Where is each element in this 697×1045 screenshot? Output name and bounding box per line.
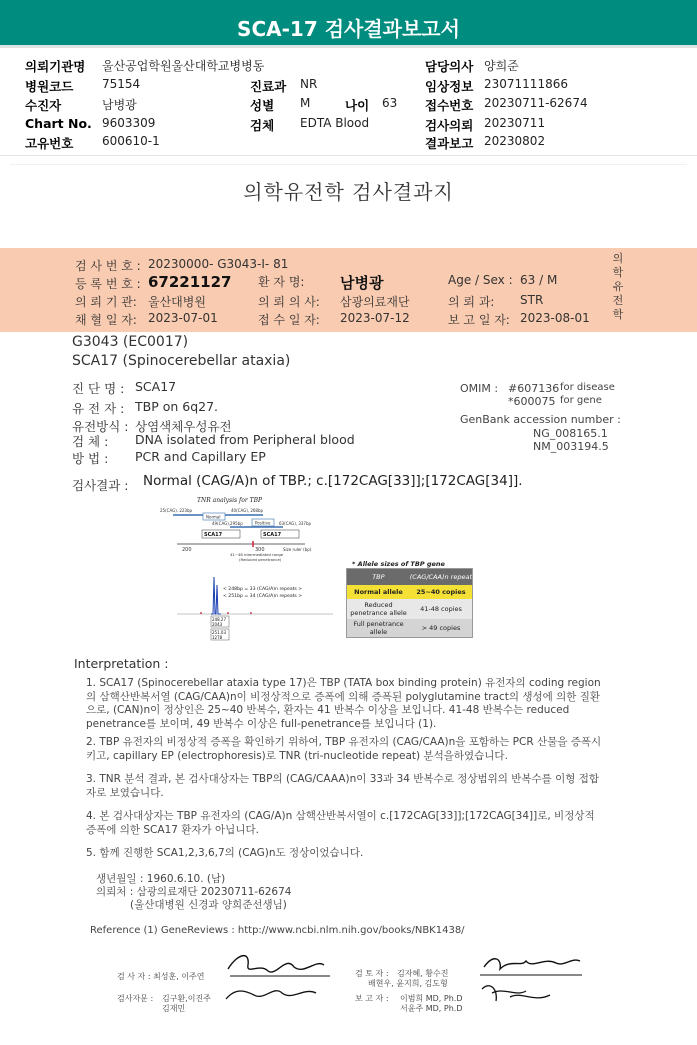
tnr-figure xyxy=(155,493,355,648)
reg-no-value: 67221127 xyxy=(148,273,232,291)
frag-mid2-label: 63(CAG), 337bp xyxy=(279,521,312,526)
reg-no-label: 등 록 번 호 : xyxy=(75,277,141,291)
header-value: 23071111866 xyxy=(484,77,568,91)
report-title xyxy=(0,0,697,48)
info-label: 검 체 : xyxy=(72,434,109,449)
positive-box-text: Positive xyxy=(255,520,271,526)
header-value: 울산공업학원울산대학교병병동 xyxy=(102,59,265,73)
peak-size: 251.03 xyxy=(212,630,226,635)
reporter-label: 보 고 자 : xyxy=(355,994,389,1003)
info-value: TBP on 6q27. xyxy=(135,399,219,414)
interpretation-title: Interpretation : xyxy=(74,656,169,671)
advisor-2: 김재민 xyxy=(162,1004,186,1013)
doctor-value: 삼광의료재단 xyxy=(340,295,410,309)
header-label: 검체 xyxy=(250,118,275,133)
header-label: 결과보고 xyxy=(425,136,474,151)
peak-height: 1278 xyxy=(212,635,223,640)
ruler-tick: 200 xyxy=(182,547,192,553)
ruler-label: Size ruler (bp) xyxy=(283,547,312,552)
allele-table-header xyxy=(347,569,472,585)
advisor-label: 검사자문 : xyxy=(117,994,154,1003)
ruler-tick: 300 xyxy=(255,547,265,553)
frag-right-label: 40(CAG), 268bp xyxy=(231,508,264,513)
header-value: 75154 xyxy=(102,77,141,91)
sca-box-a-text: SCA17 xyxy=(204,532,223,538)
table-row xyxy=(347,585,472,599)
patient-label: 환 자 명: xyxy=(258,275,305,289)
table-cell: > 49 copies xyxy=(421,624,461,632)
signature-reviewer xyxy=(470,945,590,1015)
interpretation-paragraph: 2. TBP 유전자의 비정상적 증폭을 확인하기 위하여, TBP 유전자의 (CAG/CAA)n을 포함하는 PCR 산물을 증폭시키고, capillary EP (electrophoresis)로 TNR (tri-nucleotide repeat) 분석을하였습니다. xyxy=(86,736,602,762)
omim-disease-text: for disease xyxy=(560,382,615,393)
interpretation-paragraph: 4. 본 검사대상자는 TBP 유전자의 (CAG/A)n 삼핵산반복서열이 c.[172CAG[33]];[172CAG[34]]로, 비정상적 증폭에 의한 SCA17 환자가 아닙니다. xyxy=(86,810,595,836)
header-value: 63 xyxy=(382,96,398,110)
sca-box-b-text: SCA17 xyxy=(263,532,282,538)
reviewer-2: 배현우, 윤지희, 김도형 xyxy=(368,979,448,988)
header-value: 20230802 xyxy=(484,134,546,148)
table-cell: Normal allele xyxy=(354,588,403,596)
table-cell: 41-48 copies xyxy=(420,605,462,613)
info-value: SCA17 xyxy=(135,379,177,394)
test-code: G3043 (EC0017) xyxy=(72,334,189,350)
header-value: M xyxy=(300,96,311,110)
allele-table-title: * Allele sizes of TBP gene xyxy=(352,560,445,568)
header-label: 진료과 xyxy=(250,79,287,94)
receive-value: 2023-07-12 xyxy=(340,311,410,325)
test-name: SCA17 (Spinocerebellar ataxia) xyxy=(72,353,291,369)
header-value: 20230711 xyxy=(484,116,546,130)
omim-gene-text: for gene xyxy=(560,395,602,406)
frag-left-label: 25(CAG), 223bp xyxy=(160,508,193,513)
repeat-line: < 248bp = 33 (CAG/A)n repeats > xyxy=(223,587,303,592)
header-value: 9603309 xyxy=(102,116,156,130)
collect-value: 2023-07-01 xyxy=(148,311,218,325)
header-label: Chart No. xyxy=(25,116,92,131)
result-value: Normal (CAG/A)n of TBP.; c.[172CAG[33]];[172CAG[34]]. xyxy=(143,473,523,489)
info-value: DNA isolated from Peripheral blood xyxy=(135,432,355,447)
birth-date: 생년월일 : 1960.6.10. (남) xyxy=(96,873,226,885)
header-label: 임상정보 xyxy=(425,79,474,94)
peak-trace xyxy=(211,577,221,614)
patient-value: 남병광 xyxy=(340,274,384,292)
reviewer: 김자혜, 황수진 xyxy=(397,969,449,978)
omim-disease-id: #607136 xyxy=(508,382,560,395)
info-label: 방 법 : xyxy=(72,451,109,466)
header-label: 병원코드 xyxy=(25,79,74,94)
tester: 검 사 자 : 최성훈, 이주연 xyxy=(117,972,205,981)
header-value: 양희준 xyxy=(484,59,519,73)
table-row xyxy=(347,619,472,637)
genbank-id: NG_008165.1 xyxy=(533,427,608,440)
peak-size: 248.27 xyxy=(212,617,226,622)
info-value: 상염색체우성유전 xyxy=(135,419,232,434)
requester: 의뢰처 : 삼광의료재단 20230711-62674 xyxy=(96,886,292,898)
interpretation-paragraph: 1. SCA17 (Spinocerebellar ataxia type 17)은 TBP (TATA box binding protein) 유전자의 coding region 의 삼핵산반복서열 (CAG/CAA)n이 비정상적으로 증폭에 의해 증폭된 polyglutamine tract의 생성에 의한 질환으로, (CAN)n이 정상인은 25~40 반복수, 환자는 41 반복수 이상을 보입니다. 41-48 반복수는 reduced penetrance를 보이며, 49 반복수 이상은 full-penetrance를 보입니다 (1). xyxy=(86,677,601,730)
report-title-text: SCA-17 검사결과보고서 xyxy=(237,17,460,41)
header-label: 성별 xyxy=(250,98,275,113)
exam-no-label: 검 사 번 호 : xyxy=(75,259,141,273)
info-label: 유 전 자 : xyxy=(72,401,125,416)
header-value: 남병광 xyxy=(102,98,137,112)
dept-value: STR xyxy=(520,293,544,307)
reporter-2: 서윤주 MD, Ph.D xyxy=(400,1004,463,1013)
divider xyxy=(0,155,697,156)
interpretation-paragraph: 3. TNR 분석 결과, 본 검사대상자는 TBP의 (CAG/CAAA)n이 33과 34 반복수로 정상범위의 반복수를 이형 접합자로 보였습니다. xyxy=(86,773,600,799)
client-value: 울산대병원 xyxy=(148,295,206,309)
table-cell: Full penetrance allele xyxy=(353,620,404,636)
interpretation-paragraph: 5. 함께 진행한 SCA1,2,3,6,7의 (CAG)n도 정상이었습니다. xyxy=(86,847,364,859)
dept-label: 의 뢰 과: xyxy=(448,295,495,309)
repeat-line: < 251bp = 34 (CAG/A)n repeats > xyxy=(223,594,303,599)
table-header-cell: TBP xyxy=(372,573,385,581)
table-row xyxy=(347,599,472,619)
divider xyxy=(10,164,687,165)
table-cell: 25~40 copies xyxy=(416,588,466,596)
age-sex-label: Age / Sex : xyxy=(448,273,513,287)
age-sex-value: 63 / M xyxy=(520,273,558,287)
normal-box-text: Normal xyxy=(206,514,221,520)
advisor: 김구환,이진주 xyxy=(162,994,211,1003)
report-value: 2023-08-01 xyxy=(520,311,590,325)
header-value: 600610-1 xyxy=(102,134,160,148)
header-value: 20230711-62674 xyxy=(484,96,588,110)
receive-label: 접 수 일 자: xyxy=(258,313,320,327)
allele-table xyxy=(346,568,473,638)
header-label: 접수번호 xyxy=(425,98,474,113)
info-value: PCR and Capillary EP xyxy=(135,449,266,464)
header-label: 검사의뢰 xyxy=(425,118,474,133)
genbank-label: GenBank accession number : xyxy=(460,413,621,426)
exam-no-value: 20230000- G3043-I- 81 xyxy=(148,257,289,271)
header-value: NR xyxy=(300,77,318,91)
table-header-cell: (CAG/CAA)n repeat xyxy=(409,573,472,581)
signature-tester xyxy=(220,945,340,1015)
reviewer-label: 검 토 자 : xyxy=(355,969,389,978)
genbank-id: NM_003194.5 xyxy=(533,440,609,453)
header-label: 나이 xyxy=(345,98,370,113)
header-label: 담당의사 xyxy=(425,59,474,74)
peak-height: 2043 xyxy=(212,622,223,627)
table-cell: Reduced penetrance allele xyxy=(350,601,407,617)
frag-mid-label: 49(CAG),295bp xyxy=(212,521,243,526)
collect-label: 채 혈 일 자: xyxy=(75,313,137,327)
omim-label: OMIM : xyxy=(460,382,499,395)
report-label: 보 고 일 자: xyxy=(448,313,510,327)
info-label: 진 단 명 : xyxy=(72,381,125,396)
reporter: 이범희 MD, Ph.D xyxy=(400,994,463,1003)
sheet-title: 의학유전학 검사결과지 xyxy=(243,180,454,204)
client-label: 의 뢰 기 관: xyxy=(75,295,137,309)
requester-detail: (울산대병원 신경과 양희준선생님) xyxy=(130,899,287,911)
header-label: 수진자 xyxy=(25,98,62,113)
header-value: EDTA Blood xyxy=(300,116,370,130)
header-label: 고유번호 xyxy=(25,136,74,151)
intermediate-label2: (Reduced penetrance) xyxy=(239,557,282,562)
doctor-label: 의 뢰 의 사: xyxy=(258,295,320,309)
header-label: 의뢰기관명 xyxy=(25,59,86,74)
vertical-label: 의학유전학 xyxy=(612,252,624,321)
result-label: 검사결과 : xyxy=(72,478,129,493)
tnr-title: TNR analysis for TBP xyxy=(197,497,263,504)
intermediate-label: 41~48 intermediated range xyxy=(230,552,284,557)
omim-gene-id: *600075 xyxy=(508,395,556,408)
reference: Reference (1) GeneReviews : http://www.ncbi.nlm.nih.gov/books/NBK1438/ xyxy=(90,925,465,936)
info-label: 유전방식 : xyxy=(72,419,129,434)
